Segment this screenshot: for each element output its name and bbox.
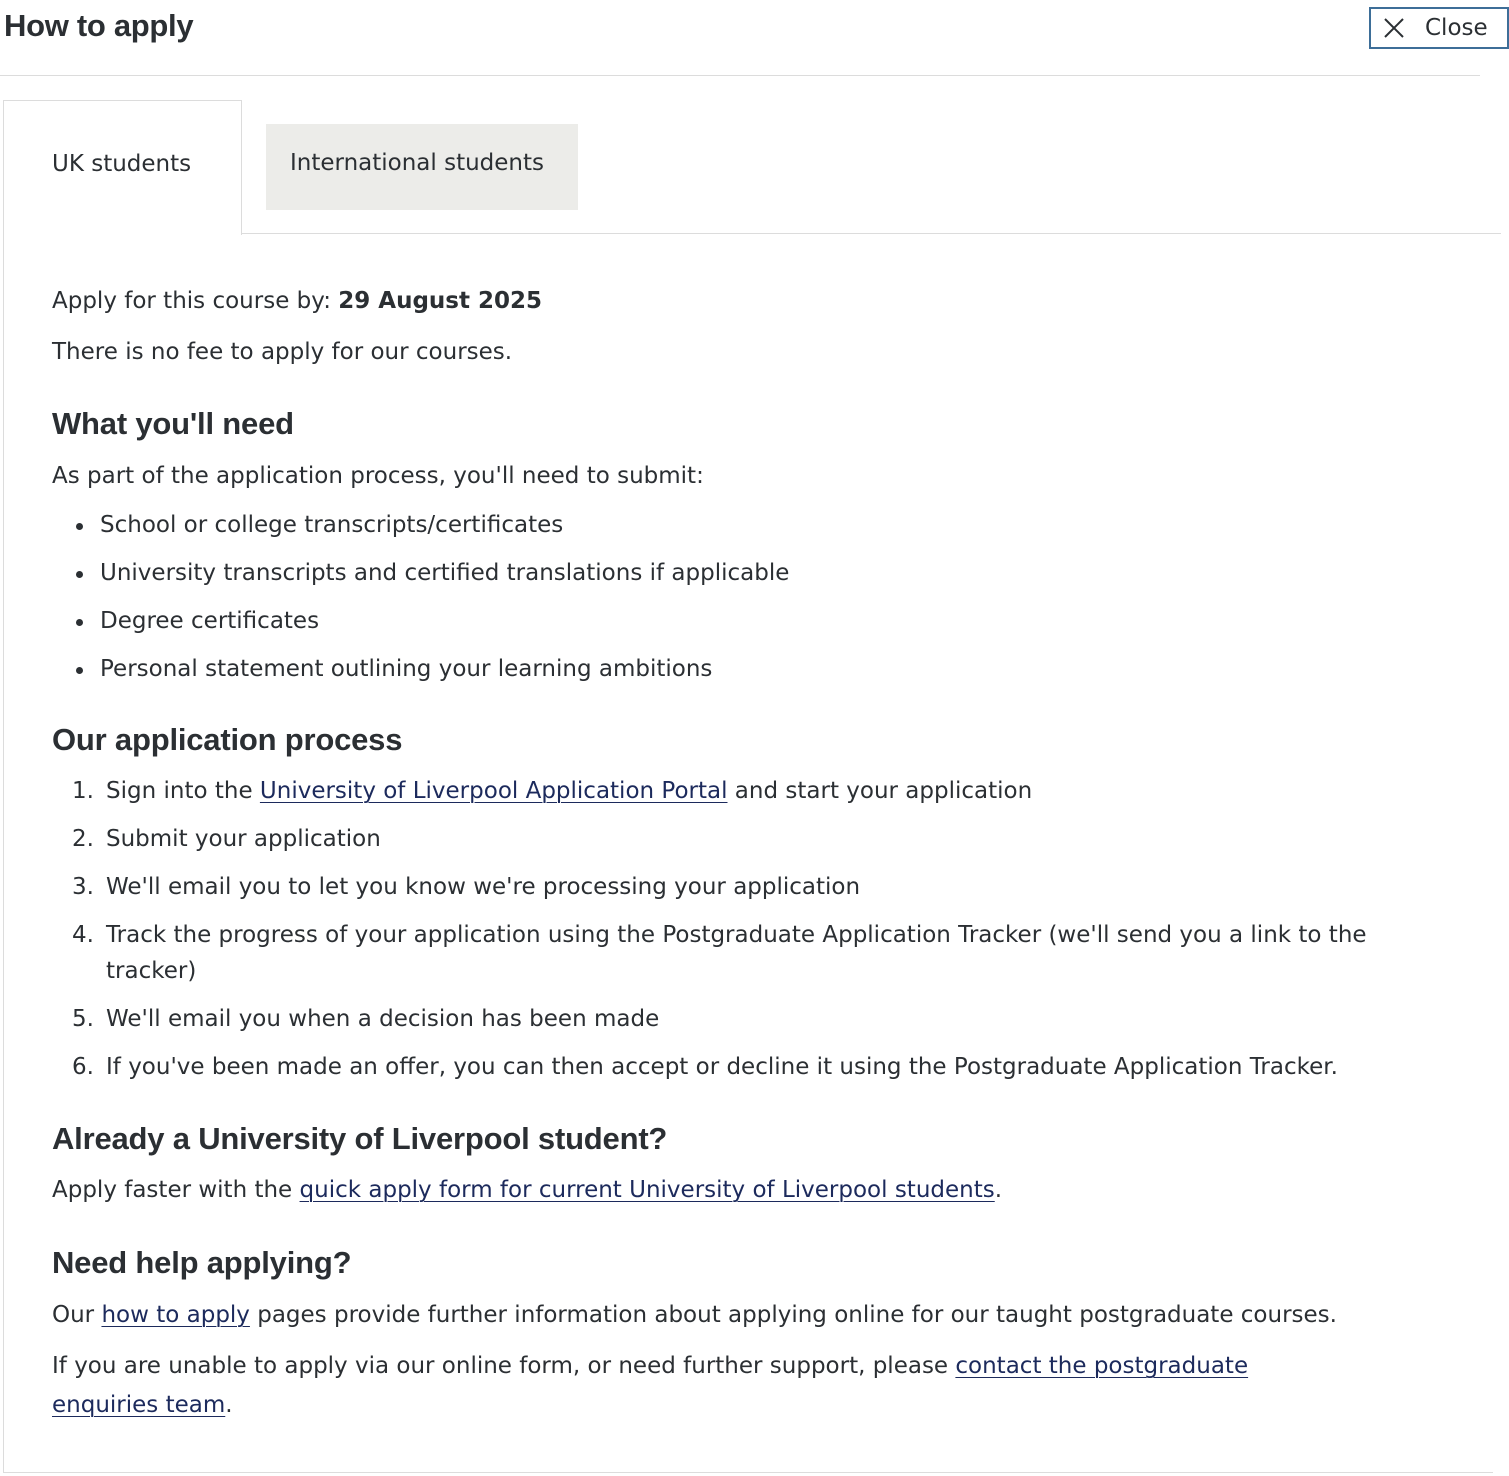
tab-uk-students[interactable] — [3, 100, 242, 235]
list-item: If you've been made an offer, you can then accept or decline it using the Postgraduate Application Tracker. — [106, 1054, 1338, 1080]
close-label: Close — [1425, 15, 1488, 41]
step-number: 3. — [72, 874, 94, 900]
step-number: 5. — [72, 1006, 94, 1032]
bullet-icon — [76, 571, 83, 578]
bullet-icon — [76, 667, 83, 674]
step-number: 6. — [72, 1054, 94, 1080]
already-student-text — [52, 1172, 1002, 1208]
list-item: We'll email you when a decision has been made — [106, 1006, 660, 1032]
contact-team-link[interactable]: contact the postgraduate — [955, 1353, 1249, 1379]
paragraph-text: Our — [52, 1302, 102, 1328]
paragraph-text: pages provide further information about applying online for our taught postgraduate courses. — [249, 1302, 1337, 1328]
tab-label: UK students — [52, 151, 192, 177]
step-text: Sign into the — [106, 778, 260, 804]
help-paragraph-2 — [52, 1348, 1248, 1384]
bullet-icon — [76, 619, 83, 626]
modal-header — [0, 0, 1488, 76]
modal-title: How to apply — [4, 8, 194, 43]
list-item — [106, 773, 1436, 809]
list-item: Personal statement outlining your learning ambitions — [100, 656, 713, 682]
need-heading: What you'll need — [52, 406, 294, 441]
step-number: 1. — [72, 778, 94, 804]
application-portal-link[interactable]: University of Liverpool Application Portal — [259, 778, 728, 804]
list-item: Track the progress of your application using the Postgraduate Application Tracker (we'll send you a link to the tracker) — [106, 922, 1367, 984]
help-paragraph-1 — [52, 1297, 1337, 1333]
list-item: Submit your application — [106, 826, 381, 852]
deadline-date: 29 August 2025 — [338, 288, 542, 314]
paragraph-text: . — [225, 1392, 233, 1418]
deadline-text — [52, 283, 542, 319]
paragraph-text: If you are unable to apply via our online form, or need further support, please — [52, 1353, 956, 1379]
list-item: School or college transcripts/certificates — [100, 512, 564, 538]
list-item: University transcripts and certified translations if applicable — [100, 560, 790, 586]
quick-apply-link[interactable]: quick apply form for current University of Liverpool students — [299, 1177, 995, 1203]
step-text: and start your application — [727, 778, 1033, 804]
paragraph-text: . — [994, 1177, 1003, 1203]
bullet-icon — [76, 523, 83, 530]
fee-note: There is no fee to apply for our courses. — [52, 339, 513, 365]
close-button[interactable] — [1369, 7, 1509, 49]
tab-international-students[interactable] — [266, 124, 578, 210]
paragraph-text: Apply faster with the — [52, 1177, 300, 1203]
tab-label: International students — [290, 150, 545, 176]
contact-team-link[interactable]: enquiries team — [52, 1392, 226, 1418]
tab-divider — [241, 233, 1501, 234]
step-number: 4. — [72, 922, 94, 948]
how-to-apply-link[interactable]: how to apply — [101, 1302, 250, 1328]
list-item: We'll email you to let you know we're processing your application — [106, 874, 861, 900]
step-number: 2. — [72, 826, 94, 852]
need-intro: As part of the application process, you'll need to submit: — [52, 463, 704, 489]
deadline-prefix: Apply for this course by: — [52, 288, 339, 314]
help-paragraph-2-cont — [52, 1387, 233, 1423]
help-heading: Need help applying? — [52, 1245, 352, 1280]
close-icon — [1383, 17, 1405, 39]
process-heading: Our application process — [52, 722, 403, 757]
already-student-heading: Already a University of Liverpool student? — [52, 1121, 668, 1156]
list-item: Degree certificates — [100, 608, 320, 634]
